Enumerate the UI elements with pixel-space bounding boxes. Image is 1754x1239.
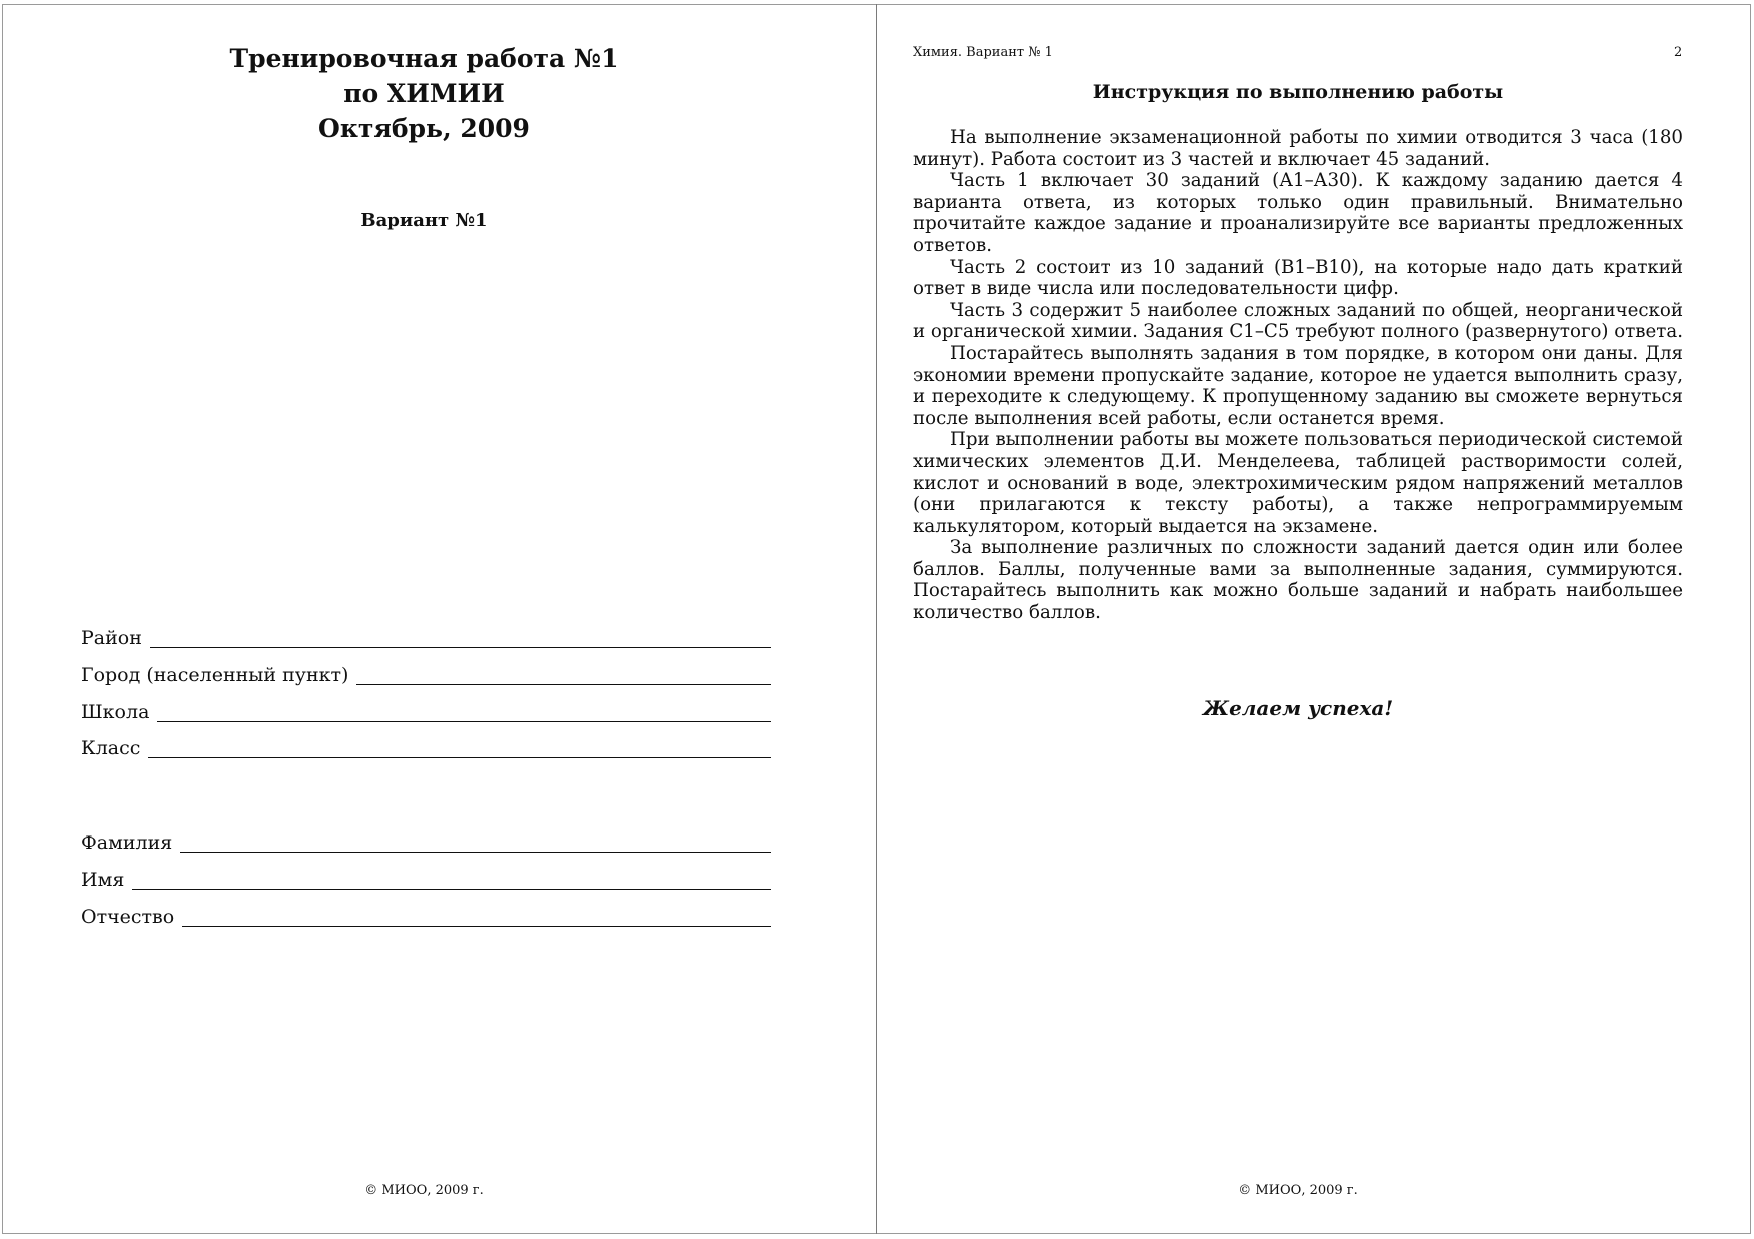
field-city-blank[interactable]: [356, 656, 771, 685]
field-city-label: Город (населенный пункт): [81, 664, 349, 686]
paragraph: При выполнении работы вы можете пользоваться периодической системой химических элементов Д.И. Менделеева, таблицей растворимости солей, кислот и оснований в воде, электрохимическим рядом напряжений металлов (они прилагаются к тексту работы), а также непрограммируемым калькулятором, который выдается на экзамене.: [913, 429, 1683, 537]
variant-label: Вариант №1: [360, 210, 488, 231]
instructions-body: [913, 127, 1683, 624]
title-line-3: Октябрь, 2009: [318, 114, 530, 143]
instructions-page: [877, 4, 1751, 1234]
field-school-blank[interactable]: [157, 693, 771, 722]
field-class-label: Класс: [81, 737, 141, 759]
title-line-1: Тренировочная работа №1: [229, 44, 619, 73]
paragraph: Постарайтесь выполнять задания в том порядке, в котором они даны. Для экономии времени пропускайте задание, которое не удается выполнить сразу, и переходите к следующему. К пропущенному заданию вы сможете вернуться после выполнения всей работы, если останется время.: [913, 342, 1683, 429]
field-patronymic-label: Отчество: [81, 906, 175, 928]
paragraph: Часть 3 содержит 5 наиболее сложных заданий по общей, неорганической и органической химии. Задания С1–С5 требуют полного (развернутого) ответа.: [913, 299, 1683, 343]
paragraph: Часть 2 состоит из 10 заданий (В1–В10), на которые надо дать краткий ответ в виде числа или последовательности цифр.: [913, 256, 1683, 300]
field-school: [81, 695, 771, 723]
closing-wish: Желаем успеха!: [1202, 696, 1394, 720]
field-district: [81, 621, 771, 649]
field-name-blank[interactable]: [132, 861, 771, 890]
page-number: 2: [1674, 45, 1683, 60]
instructions-footer: © МИОО, 2009 г.: [1238, 1183, 1358, 1198]
field-name-label: Имя: [81, 869, 125, 891]
field-district-label: Район: [81, 627, 142, 649]
field-class: [81, 731, 771, 759]
field-patronymic-blank[interactable]: [182, 898, 771, 927]
field-surname-label: Фамилия: [81, 832, 173, 854]
cover-title: [3, 41, 845, 146]
field-surname-blank[interactable]: [180, 824, 771, 853]
paragraph: Часть 1 включает 30 заданий (А1–А30). К каждому заданию дается 4 варианта ответа, из которых только один правильный. Внимательно прочитайте каждое задание и проанализируйте все варианты предложенных ответов.: [913, 170, 1683, 256]
paragraph: На выполнение экзаменационной работы по химии отводится 3 часа (180 минут). Работа состоит из 3 частей и включает 45 заданий.: [913, 127, 1683, 170]
cover-page: [2, 4, 876, 1234]
field-district-blank[interactable]: [150, 619, 771, 648]
field-city: [81, 658, 771, 686]
field-name: [81, 863, 771, 891]
paragraph: За выполнение различных по сложности заданий дается один или более баллов. Баллы, полученные вами за выполненные задания, суммируются. Постарайтесь выполнить как можно больше заданий и набрать наибольшее количество баллов.: [913, 537, 1683, 624]
field-school-label: Школа: [81, 701, 150, 723]
cover-footer: © МИОО, 2009 г.: [364, 1183, 484, 1198]
field-class-blank[interactable]: [148, 729, 771, 758]
title-line-2: по ХИМИИ: [343, 79, 505, 108]
field-surname: [81, 826, 771, 854]
running-header: Химия. Вариант № 1: [913, 45, 1053, 60]
instructions-title: Инструкция по выполнению работы: [1092, 81, 1504, 103]
field-patronymic: [81, 900, 771, 928]
